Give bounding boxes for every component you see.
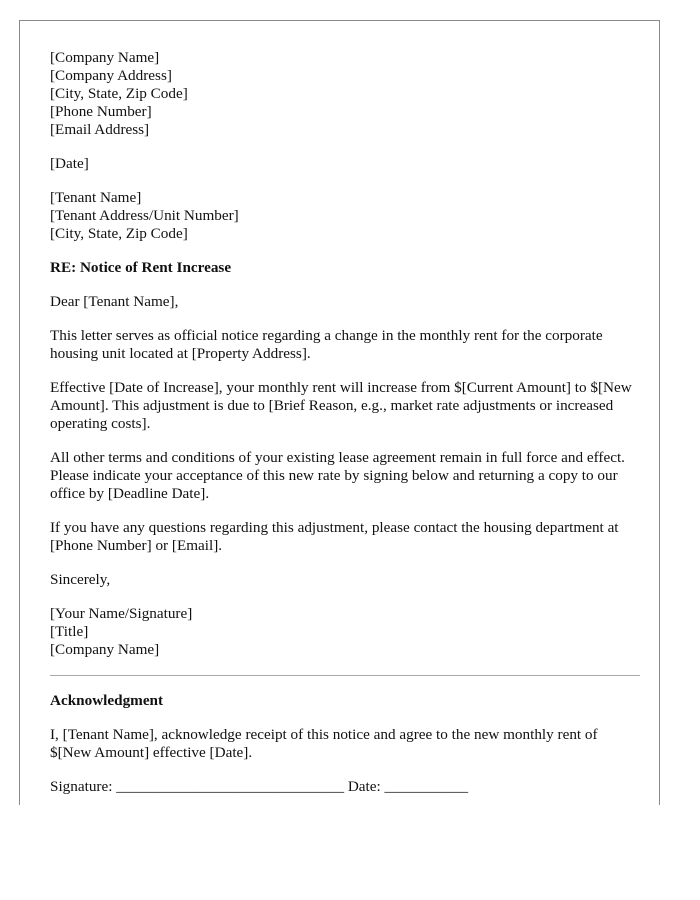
letter-content [50, 49, 640, 796]
signature-name: [Your Name/Signature] [50, 605, 193, 622]
signature-title: [Title] [50, 623, 89, 640]
body-paragraph-4: If you have any questions regarding this adjustment, please contact the housing department at [Phone Number] or [Email]. [50, 519, 619, 554]
sender-address-block [50, 49, 640, 139]
acknowledgment-signature-line [50, 778, 640, 796]
sender-city-state-zip: [City, State, Zip Code] [50, 85, 188, 102]
recipient-city-state-zip: [City, State, Zip Code] [50, 225, 188, 242]
section-divider [50, 675, 640, 676]
date-text: [Date] [50, 155, 89, 172]
salutation: Dear [Tenant Name], [50, 293, 179, 310]
signature-company: [Company Name] [50, 641, 160, 658]
closing: Sincerely, [50, 571, 111, 588]
acknowledgment-title: Acknowledgment [50, 692, 164, 709]
recipient-tenant-name: [Tenant Name] [50, 189, 142, 206]
signature-field-label: Signature: ______________________________ [50, 778, 345, 795]
date-field-label: Date: ___________ [347, 778, 469, 795]
body-paragraph-1: This letter serves as official notice regarding a change in the monthly rent for the corporate housing unit located at [Property Address]. [50, 327, 603, 362]
letter-date [50, 155, 640, 173]
sender-company-name: [Company Name] [50, 49, 160, 66]
letter-page [19, 20, 660, 805]
sender-company-address: [Company Address] [50, 67, 172, 84]
sender-email: [Email Address] [50, 121, 150, 138]
subject-line: RE: Notice of Rent Increase [50, 259, 232, 276]
recipient-address-block [50, 189, 640, 243]
acknowledgment-text: I, [Tenant Name], acknowledge receipt of this notice and agree to the new monthly rent of $[New Amount] effective [Date]. [50, 726, 598, 761]
body-paragraph-3: All other terms and conditions of your existing lease agreement remain in full force and effect. Please indicate your acceptance of this new rate by signing below and returning a copy to our office by [Deadline Date]. [50, 449, 625, 502]
recipient-tenant-address: [Tenant Address/Unit Number] [50, 207, 239, 224]
sender-phone: [Phone Number] [50, 103, 152, 120]
signature-block [50, 605, 640, 659]
body-paragraph-2: Effective [Date of Increase], your monthly rent will increase from $[Current Amount] to $[New Amount]. This adjustment is due to [Brief Reason, e.g., market rate adjustments or increased operating costs]. [50, 379, 632, 432]
